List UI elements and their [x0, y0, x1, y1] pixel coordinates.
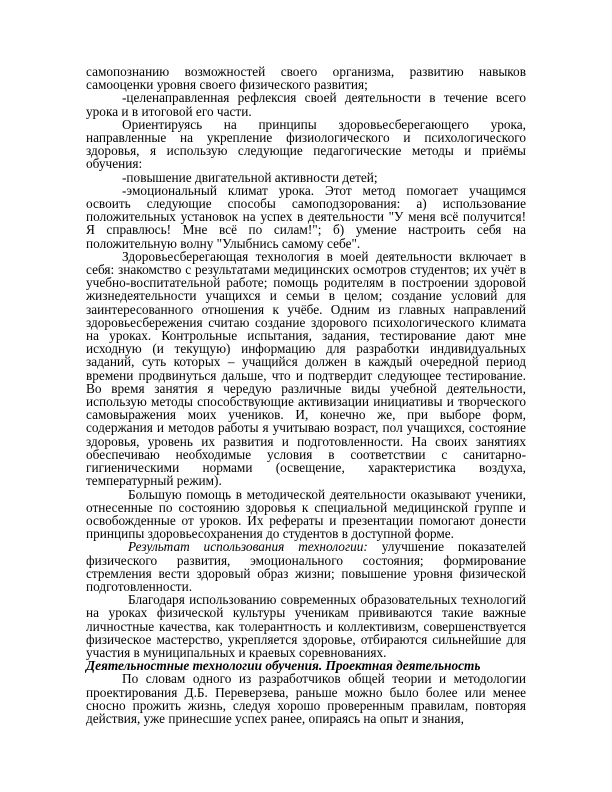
paragraph: Благодаря использованию современных образовательных технологий на уроках физической культуры ученикам прививаются такие важные личностные качества, как толерантность и коллективизм, совершенствуется физическое мастерство, укрепляется здоровье, отбираются сильнейшие для участия в муниципальных и краевых соревнованиях. [86, 592, 526, 660]
paragraph: -целенаправленная рефлексия своей деятельности в течение всего урока и в итоговой его части. [86, 90, 526, 119]
paragraph: -эмоциональный климат урока. Этот метод помогает учащимся освоить следующие способы самоподзорования: а) использование положительных установок на успех в деятельности "У меня всё получится! Я справлюсь! Мне всё по силам!"; б) умение настроить себя на положительную волну "Улыбнись самому себе". [86, 182, 526, 251]
paragraph: Здоровьесберегающая технология в моей деятельности включает в себя: знакомство с результатами медицинских осмотров студентов; их учёт в учебно-воспитательной работе; помощь родителям в построении здоровой жизнедеятельности учащихся и семьи в целом; создание условий для заинтересованного отношения к учёбе. Одним из главных направлений здоровьесбережения считаю создание здорового психологического климата на уроках. Контрольные испытания, задания, тестирование дают мне исходную (и текущую) информацию для разработки индивидуальных заданий, суть которых – учащийся должен в каждый очередной период времени продвинуться дальше, что и подтвердит следующее тестирование. Во время занятия я чередую различные виды учебной деятельности, использую методы способствующие активизации инициативы и творческого самовыражения моих учеников. И, конечно же, при выборе форм, содержания и методов работы я учитываю возраст, пол учащихся, состояние здоровья, уровень их развития и подготовленности. На своих занятиях обеспечиваю необходимые условия в соответствии с санитарно-гигиеническими нормами (освещение, характеристика воздуха, температурный режим). [86, 248, 526, 489]
paragraph: самопознанию возможностей своего организма, развитию навыков самооценки уровня своего физического развития; [86, 64, 526, 93]
paragraph-result [86, 540, 526, 593]
paragraph: По словам одного из разработчиков общей теории и методологии проектирования Д.Б. Переверзева, раньше можно было более или менее сносно прожить жизнь, следуя хорошо проверенным правилам, повторяя действия, уже принесшие успех ранее, опираясь на опыт и знания, [86, 671, 526, 726]
document-body [86, 65, 526, 725]
result-lead: Результат использования технологии: [128, 539, 368, 555]
paragraph: Ориентируясь на принципы здоровьесберегающего урока, направленные на укрепление физиологического и психологического здоровья, я использую следующие педагогические методы и приёмы обучения: [86, 116, 526, 172]
section-heading: Деятельностные технологии обучения. Проектная деятельность [86, 658, 481, 674]
result-text: улучшение показателей физического развития, эмоционального состояния; формирование стремления вести здоровый образ жизни; повышение уровня физической подготовленности. [86, 539, 527, 594]
paragraph: Большую помощь в методической деятельности оказывают ученики, отнесенные по состоянию здоровья к специальной медицинской группе и освобожденные от уроков. Их рефераты и презентации помогают донести принципы здоровьесохранения до студентов в доступной форме. [86, 486, 526, 542]
paragraph: -повышение двигательной активности детей; [122, 169, 378, 185]
